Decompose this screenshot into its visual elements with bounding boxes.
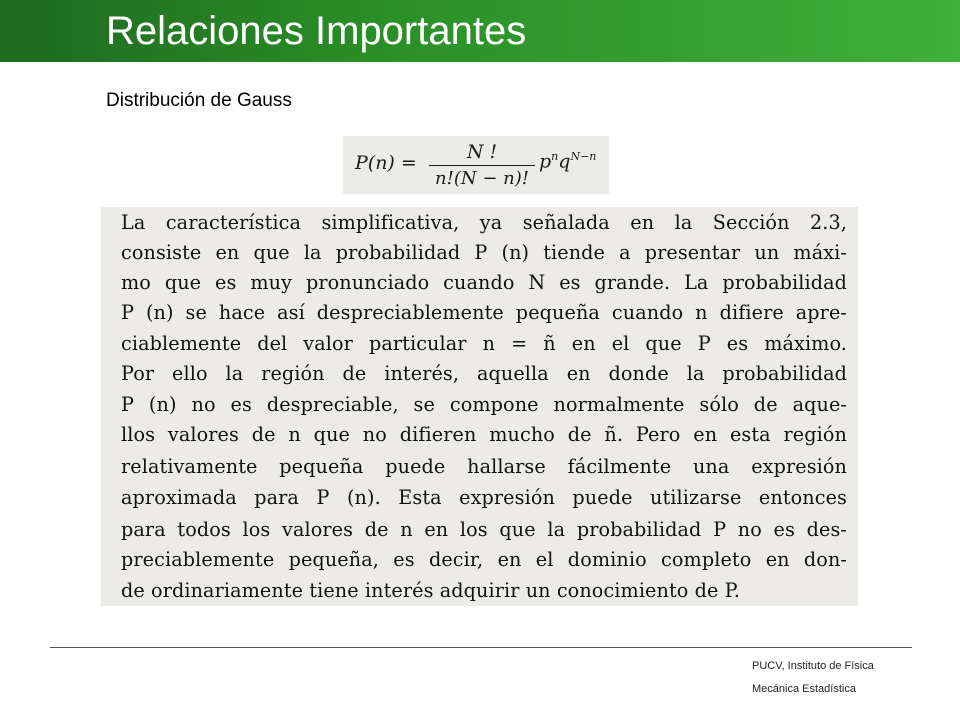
scanned-line: de ordinariamente tiene interés adquirir un conocimiento de P. bbox=[121, 579, 740, 602]
scanned-line: para todos los valores de n en los que la probabilidad P no es des- bbox=[121, 518, 847, 541]
formula-fraction bbox=[429, 140, 535, 191]
fraction-bar bbox=[429, 165, 535, 166]
title-bar bbox=[0, 0, 960, 62]
footer-course: Mecánica Estadística bbox=[752, 683, 856, 695]
scanned-line: La característica simplificativa, ya señalada en la Sección 2.3, bbox=[121, 211, 847, 234]
slide-subtitle: Distribución de Gauss bbox=[106, 90, 292, 111]
scanned-line: llos valores de n que no difieren mucho de ñ. Pero en esta región bbox=[121, 423, 847, 446]
scanned-line: ciablemente del valor particular n = ñ en el que P es máximo. bbox=[121, 332, 847, 355]
formula-q: q bbox=[558, 150, 571, 173]
formula-p-exponent: n bbox=[551, 150, 559, 163]
formula-q-exponent: N−n bbox=[570, 150, 597, 163]
scanned-line: P (n) no es despreciable, se compone normalmente sólo de aque- bbox=[121, 393, 847, 416]
scanned-line: aproximada para P (n). Esta expresión puede utilizarse entonces bbox=[121, 486, 847, 509]
scanned-line: preciablemente pequeña, es decir, en el dominio completo en don- bbox=[121, 548, 847, 571]
scanned-line: P (n) se hace así despreciablemente pequeña cuando n difiere apre- bbox=[121, 301, 847, 324]
formula-lhs: P(n) = bbox=[355, 152, 417, 174]
formula-numerator: N ! bbox=[466, 141, 498, 163]
scanned-line: Por ello la región de interés, aquella en donde la probabilidad bbox=[121, 362, 847, 385]
slide-title: Relaciones Importantes bbox=[106, 9, 527, 53]
scanned-text-image bbox=[101, 207, 858, 606]
formula-rhs bbox=[539, 150, 596, 172]
formula-denominator: n!(N − n)! bbox=[435, 168, 529, 189]
scanned-line: relativamente pequeña puede hallarse fácilmente una expresión bbox=[121, 455, 847, 478]
footer-institution: PUCV, Instituto de Física bbox=[752, 660, 874, 672]
binomial-formula-image bbox=[343, 136, 609, 194]
scanned-line: mo que es muy pronunciado cuando N es grande. La probabilidad bbox=[121, 271, 847, 294]
formula-p: p bbox=[539, 150, 552, 173]
scanned-line: consiste en que la probabilidad P (n) tiende a presentar un máxi- bbox=[121, 241, 847, 264]
footer-divider bbox=[50, 647, 912, 648]
